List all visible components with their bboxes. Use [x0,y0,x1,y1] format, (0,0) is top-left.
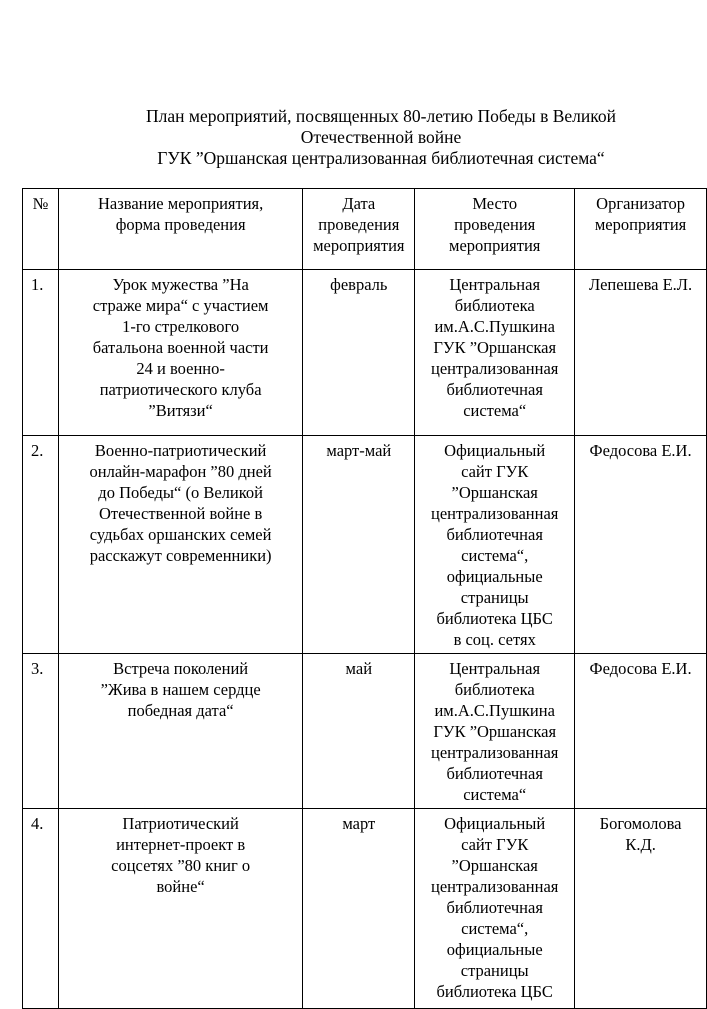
cell-place: Центральная библиотека им.А.С.Пушкина ГУК ”Оршанская централизованная библиотечная система“ [415,270,575,436]
cell-name: Урок мужества ”На страже мира“ с участием 1-го стрелкового батальона военной части 24 и военно- патриотического клуба ”Витязи“ [58,270,302,436]
cell-num: 4. [23,809,59,1009]
cell-date: март [303,809,415,1009]
title-line-3: ГУК ”Оршанская централизованная библиотечная система“ [157,148,605,168]
table-row [23,436,707,654]
cell-organizer: Богомолова К.Д. [575,809,707,1009]
cell-num: 1. [23,270,59,436]
header-name: Название мероприятия, форма проведения [58,189,302,270]
events-plan-table [22,188,707,1009]
cell-num: 3. [23,654,59,809]
header-date: Дата проведения мероприятия [303,189,415,270]
cell-place: Центральная библиотека им.А.С.Пушкина ГУК ”Оршанская централизованная библиотечная система“ [415,654,575,809]
table-row [23,654,707,809]
header-place: Место проведения мероприятия [415,189,575,270]
cell-organizer: Федосова Е.И. [575,436,707,654]
table-header-row [23,189,707,270]
cell-organizer: Федосова Е.И. [575,654,707,809]
cell-place: Официальный сайт ГУК ”Оршанская централизованная библиотечная система“, официальные страницы библиотека ЦБС в соц. сетях [415,436,575,654]
header-organizer: Организатор мероприятия [575,189,707,270]
cell-date: май [303,654,415,809]
cell-date: март-май [303,436,415,654]
header-num: № [23,189,59,270]
cell-name: Встреча поколений ”Жива в нашем сердце победная дата“ [58,654,302,809]
cell-date: февраль [303,270,415,436]
cell-num: 2. [23,436,59,654]
cell-place: Официальный сайт ГУК ”Оршанская централизованная библиотечная система“, официальные страницы библиотека ЦБС [415,809,575,1009]
cell-name: Военно-патриотический онлайн-марафон ”80 дней до Победы“ (о Великой Отечественной войне в судьбах оршанских семей расскажут современники) [58,436,302,654]
title-line-1: План мероприятий, посвященных 80-летию Победы в Великой [146,106,616,126]
document-title [0,106,707,169]
cell-organizer: Лепешева Е.Л. [575,270,707,436]
table-row [23,809,707,1009]
table-row [23,270,707,436]
title-line-2: Отечественной войне [300,127,462,147]
cell-name: Патриотический интернет-проект в соцсетях ”80 книг о войне“ [58,809,302,1009]
